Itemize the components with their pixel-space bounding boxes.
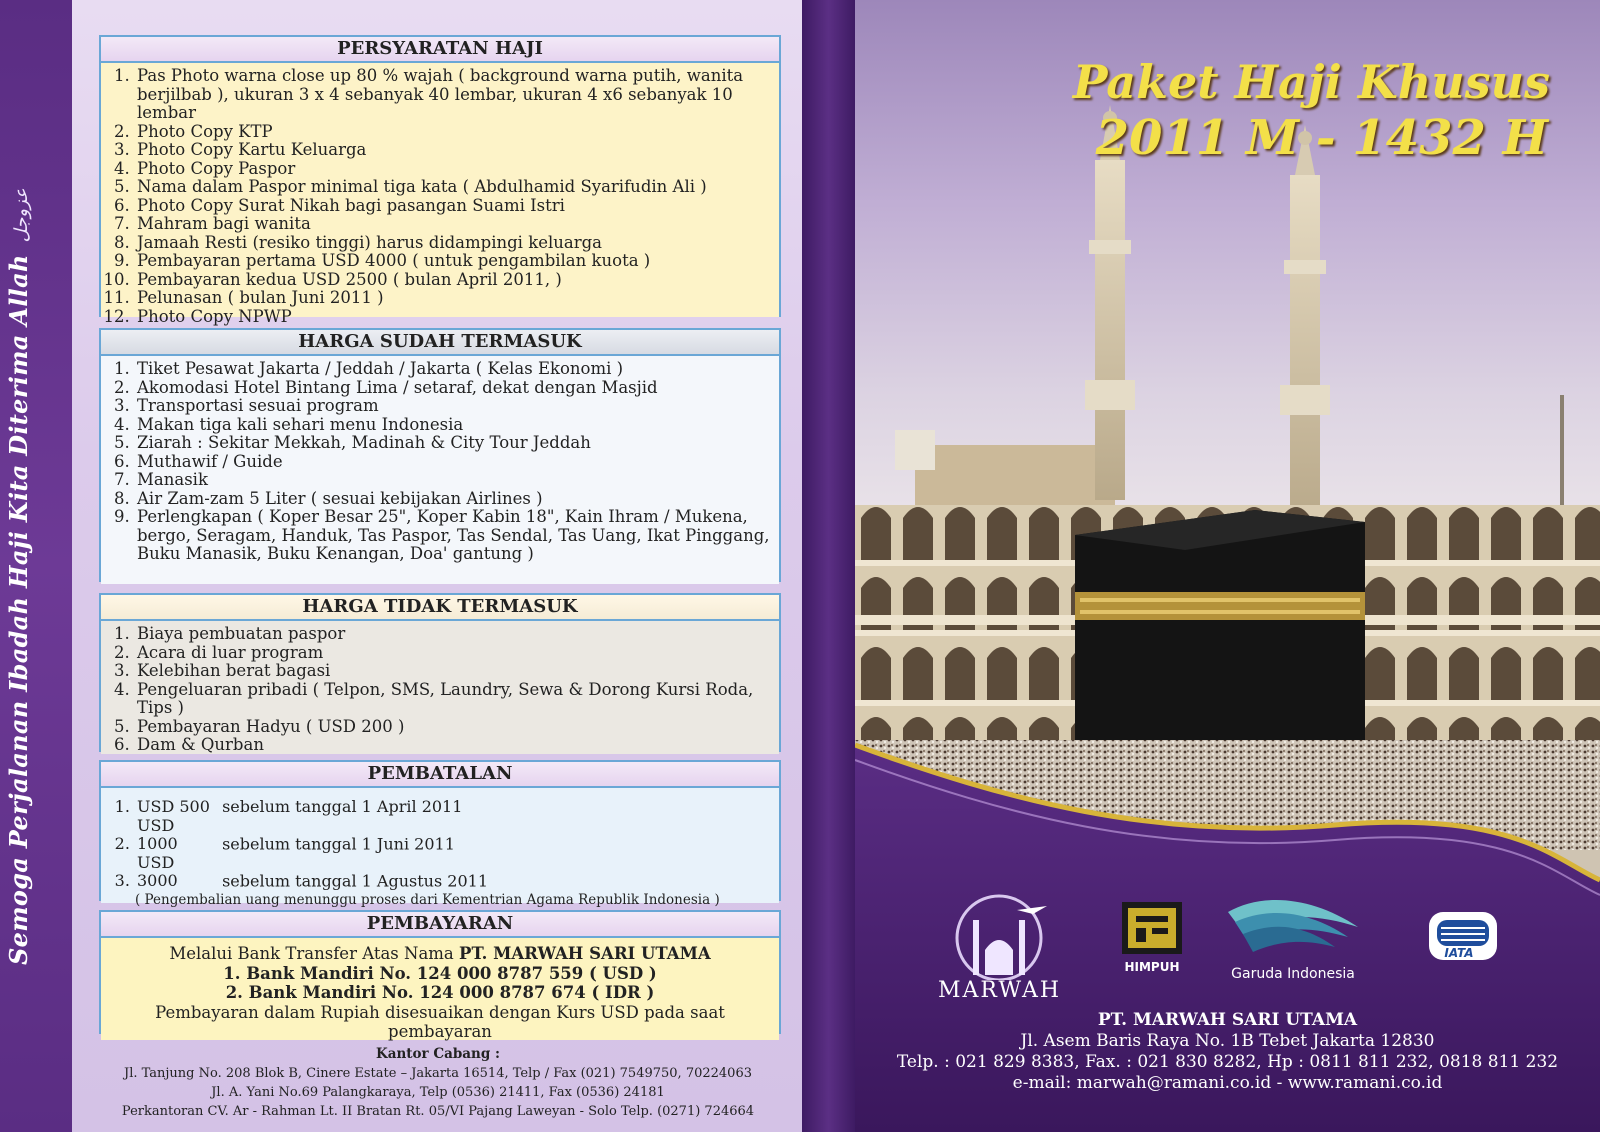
himpuh-emblem-icon (1122, 902, 1182, 954)
list-item: 4. Makan tiga kali sehari menu Indonesia (135, 416, 771, 435)
cover-title-line2: 2011 M - 1432 H (1095, 110, 1548, 166)
bank-account-usd: 1. Bank Mandiri No. 124 000 8787 559 ( USD ) (223, 963, 657, 983)
account-name: PT. MARWAH SARI UTAMA (459, 944, 711, 963)
list-item (135, 854, 771, 891)
list-item: 6. Photo Copy Surat Nikah bagi pasangan Suami Istri (135, 197, 771, 216)
garuda-label: Garuda Indonesia (1231, 966, 1355, 982)
list-item: 3. Kelebihan berat bagasi (135, 662, 771, 681)
company-phone: Telp. : 021 829 8383, Fax. : 021 830 8282, Hp : 0811 811 232, 0818 811 232 (896, 1052, 1559, 1072)
branch-address: Perkantoran CV. Ar - Rahman Lt. II Bratan Rt. 05/VI Pajang Laweyan - Solo Telp. (0271) 724664 (121, 1104, 755, 1119)
partner-logos (855, 880, 1600, 1020)
termasuk-box (99, 328, 781, 582)
cancel-amount: USD 1000 (137, 815, 178, 853)
list-item: 9. Perlengkapan ( Koper Besar 25", Koper Kabin 18", Kain Ihram / Mukena, bergo, Seragam, Handuk, Tas Paspor, Tas Sendal, Tas Uang, Ikat Pinggang, Buku Manasik, Buku Kenangan, Doa' gantung ) (135, 508, 771, 564)
list-item: 4. Photo Copy Paspor (135, 160, 771, 179)
company-info (855, 1010, 1600, 1094)
marwah-mosque-icon (937, 880, 1062, 980)
persyaratan-title: PERSYARATAN HAJI (101, 37, 779, 63)
branch-address: Jl. Tanjung No. 208 Blok B, Cinere Estate – Jakarta 16514, Telp / Fax (021) 7549750, 70224063 (123, 1066, 752, 1081)
pembayaran-box (99, 910, 781, 1041)
company-address: Jl. Asem Baris Raya No. 1B Tebet Jakarta 12830 (1020, 1031, 1435, 1051)
list-item: 12. Photo Copy NPWP (135, 308, 771, 327)
iata-label: IATA (1444, 946, 1474, 960)
list-item: 7. Manasik (135, 471, 771, 490)
list-item: 1. Biaya pembuatan paspor (135, 625, 771, 644)
list-item: 6. Muthawif / Guide (135, 453, 771, 472)
list-item: 3. Transportasi sesuai program (135, 397, 771, 416)
list-item: 5. Nama dalam Paspor minimal tiga kata ( Abdulhamid Syarifudin Ali ) (135, 178, 771, 197)
list-item: 3. Photo Copy Kartu Keluarga (135, 141, 771, 160)
cancel-deadline: sebelum tanggal 1 Juni 2011 (222, 834, 455, 853)
arabic-mark: عزوجل (11, 188, 32, 243)
list-item: 5. Pembayaran Hadyu ( USD 200 ) (135, 718, 771, 737)
pembayaran-title: PEMBAYARAN (101, 912, 779, 938)
list-item: 4. Pengeluaran pribadi ( Telpon, SMS, Laundry, Sewa & Dorong Kursi Roda, Tips ) (135, 681, 771, 718)
list-item: 2. Photo Copy KTP (135, 123, 771, 142)
payment-note: Pembayaran dalam Rupiah disesuaikan dengan Kurs USD pada saat pembayaran (155, 1002, 725, 1041)
list-item: 2. Akomodasi Hotel Bintang Lima / setaraf, dekat dengan Masjid (135, 379, 771, 398)
building (895, 430, 935, 470)
list-item: 1. Pas Photo warna close up 80 % wajah ( background warna putih, wanita berjilbab ), ukuran 3 x 4 sebanyak 40 lembar, ukuran 4 x6 sebanyak 10 lembar (135, 67, 771, 123)
list-item: 1. Tiket Pesawat Jakarta / Jeddah / Jakarta ( Kelas Ekonomi ) (135, 360, 771, 379)
persyaratan-box (99, 35, 781, 326)
garuda-bird-icon (1223, 892, 1363, 960)
termasuk-list (113, 360, 771, 564)
cover-title-line1: Paket Haji Khusus (1072, 55, 1550, 109)
hotel-building (915, 445, 1115, 515)
right-minaret (1280, 125, 1330, 520)
garuda-logo (1223, 892, 1363, 992)
company-email: e-mail: marwah@ramani.co.id - www.ramani.co.id (1012, 1073, 1443, 1093)
payment-intro: Melalui Bank Transfer Atas Nama (169, 944, 454, 963)
pembatalan-note: ( Pengembalian uang menunggu proses dari Kementrian Agama Republik Indonesia ) (135, 891, 720, 908)
tidak-termasuk-title: HARGA TIDAK TERMASUK (101, 595, 779, 621)
marwah-logo (937, 880, 1062, 1010)
kaaba (1075, 510, 1365, 780)
list-item: 10. Pembayaran kedua USD 2500 ( bulan April 2011, ) (135, 271, 771, 290)
tidak-termasuk-list (113, 625, 771, 755)
cancel-deadline: sebelum tanggal 1 Agustus 2011 (222, 871, 488, 890)
payment-intro-line (107, 944, 773, 964)
termasuk-title: HARGA SUDAH TERMASUK (101, 330, 779, 356)
vertical-prayer-text (4, 188, 33, 965)
list-item: 5. Ziarah : Sekitar Mekkah, Madinah & City Tour Jeddah (135, 434, 771, 453)
company-name: PT. MARWAH SARI UTAMA (1097, 1010, 1358, 1030)
list-item: 6. Dam & Qurban (135, 736, 771, 755)
fold-strip (802, 0, 855, 1132)
list-item: 9. Pembayaran pertama USD 4000 ( untuk pengambilan kuota ) (135, 252, 771, 271)
tidak-termasuk-box (99, 593, 781, 752)
list-item (135, 817, 771, 854)
list-item: 8. Air Zam-zam 5 Liter ( sesuai kebijakan Airlines ) (135, 490, 771, 509)
branch-address: Jl. A. Yani No.69 Palangkaraya, Telp (0536) 21411, Fax (0536) 24181 (211, 1085, 665, 1100)
pembatalan-box (99, 760, 781, 908)
himpuh-label: HIMPUH (1124, 960, 1180, 974)
pembatalan-list (113, 798, 771, 891)
cancel-deadline: sebelum tanggal 1 April 2011 (222, 797, 463, 816)
iata-logo (1423, 910, 1503, 970)
prayer-text: Semoga Perjalanan Ibadah Haji Kita Diterima Allah (4, 254, 33, 965)
branch-offices (99, 1045, 777, 1121)
bank-account-idr: 2. Bank Mandiri No. 124 000 8787 674 ( IDR ) (225, 983, 655, 1002)
cancel-amount: USD 500 (137, 797, 210, 816)
branch-title: Kantor Cabang : (376, 1046, 500, 1062)
list-item (135, 798, 771, 817)
himpuh-logo (1117, 902, 1187, 992)
cover-panel (855, 0, 1600, 1132)
cover-title (1073, 55, 1550, 167)
marwah-label: MARWAH (937, 978, 1062, 1003)
list-item: 8. Jamaah Resti (resiko tinggi) harus didampingi keluarga (135, 234, 771, 253)
list-item: 2. Acara di luar program (135, 644, 771, 663)
cancel-amount: USD 3000 (137, 852, 178, 890)
pembatalan-title: PEMBATALAN (101, 762, 779, 788)
persyaratan-list (113, 67, 771, 326)
list-item: 7. Mahram bagi wanita (135, 215, 771, 234)
list-item: 11. Pelunasan ( bulan Juni 2011 ) (135, 289, 771, 308)
